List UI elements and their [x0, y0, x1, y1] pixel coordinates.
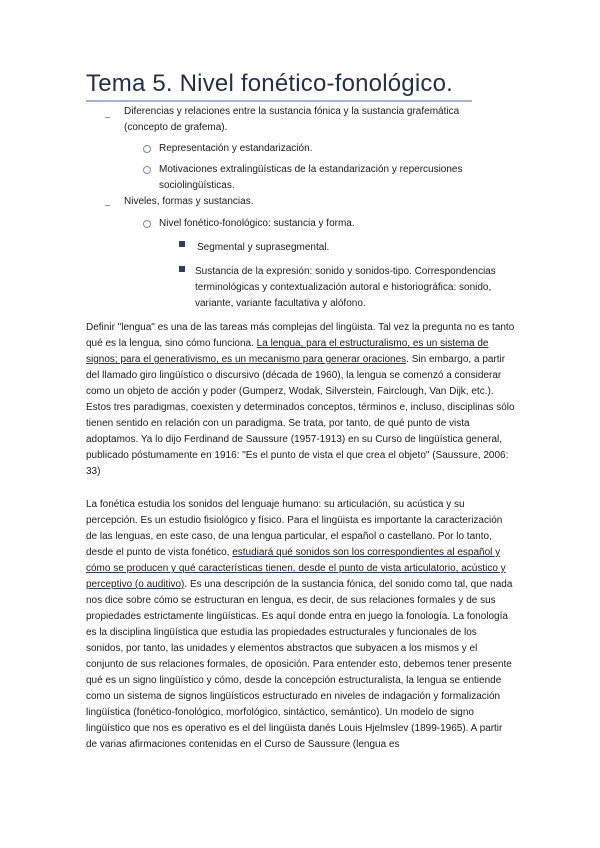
- outline-item-2-sub-1-text: Nivel fonético-fonológico: sustancia y forma.: [159, 218, 355, 229]
- outline-item-2-sub-1-b-text: Sustancia de la expresión: sonido y sonidos-tipo. Correspondencias terminológicas y contextualización autoral e historiográfica: sonido, variante, variante facultativa y alófono.: [195, 266, 496, 309]
- title-underline: [86, 100, 472, 102]
- paragraph-fonetica-underlined: estudiará qué sonidos son los correspondientes al español y cómo se producen y qué características tienen, desde el punto de vista articulatorio, acústico y perceptivo (o auditivo): [86, 547, 506, 590]
- paragraph-lengua-text-2: . Sin embargo, a partir del llamado giro lingüístico o discursivo (década de 1960), la lengua se comenzó a considerar como un objeto de acción y poder (Gumperz, Wodak, Silverstein, Fairclough, Van Dijk, etc.). Estos tres paradigmas, coexisten y determinados conceptos, términos e, incluso, disciplinas sólo tienen sentido en relación con un paradigma. Se trata, por tanto, de qué punto de vista adoptamos. Ya lo dijo Ferdinand de Saussure (1957-1913) en su Curso de lingüística general, publicado póstumamente en 1916: "Es el punto de vista el que crea el objeto" (Saussure, 2006: 33): [86, 354, 515, 477]
- paragraph-fonetica-text-2: . Es una descripción de la sustancia fónica, del sonido como tal, que nada nos dice sobre cómo se estructuran en lengua, es decir, de sus relaciones formales y de sus propiedades estrictamente lingüísticas. Es aquí donde entra en juego la fonología. La fonología es la disciplina lingüística que estudia las propiedades estructurales y funcionales de los sonidos, por tanto, las unidades y elementos abstractos que subyacen a los mismos y el conjunto de sus relaciones formales, de oposición. Para entender esto, debemos tener presente qué es un signo lingüístico y cómo, desde la concepción estructuralista, la lengua se entiende como un sistema de signos lingüísticos estructurado en niveles de indagación y formalización lingüística (fonético-fonológico, morfológico, sintáctico, semántico). Un modelo de signo lingüístico que nos es operativo es el del lingüista danés Louis Hjelmslev (1899-1965). A partir de varias afirmaciones contenidas en el Curso de Saussure (lengua es: [86, 579, 513, 750]
- ring-bullet-icon: [143, 220, 151, 228]
- paragraph-lengua: [86, 320, 516, 480]
- dash-bullet-icon: [105, 205, 110, 206]
- outline-item-2-sub-1-a-text: Segmental y suprasegmental.: [197, 242, 330, 253]
- page-title: Tema 5. Nivel fonético-fonológico.: [86, 70, 453, 97]
- square-bullet-icon: [179, 266, 185, 272]
- paragraph-lengua-text-1: Definir "lengua" es una de las tareas más complejas del lingüista. Tal vez la pregunta no es tanto qué es la lengua, sino cómo funciona.: [86, 322, 515, 349]
- paragraph-fonetica-text-1: La fonética estudia los sonidos del lenguaje humano: su articulación, su acústica y su percepción. Es un estudio fisiológico y físico. Para el lingüista es importante la caracterización de las lenguas, en este caso, de una lengua particular, el español o castellano. Por lo tanto, desde el punto de vista fonético,: [86, 499, 503, 558]
- outline-item-1-text: Diferencias y relaciones entre la sustancia fónica y la sustancia grafemática (concepto de grafema).: [124, 106, 460, 133]
- paragraph-lengua-underlined: La lengua, para el estructuralismo, es un sistema de signos; para el generativismo, es un mecanismo para generar oraciones: [86, 338, 489, 365]
- outline-item-1-sub-1-text: Representación y estandarización.: [159, 143, 313, 154]
- dash-bullet-icon: [105, 117, 110, 118]
- ring-bullet-icon: [143, 166, 151, 174]
- paragraph-fonetica: [86, 497, 516, 753]
- outline-item-1-sub-2-text: Motivaciones extralingüísticas de la estandarización y repercusiones sociolingüísticas.: [159, 164, 463, 191]
- outline-item-2-text: Niveles, formas y sustancias.: [124, 196, 254, 207]
- square-bullet-icon: [179, 241, 185, 247]
- ring-bullet-icon: [143, 145, 151, 153]
